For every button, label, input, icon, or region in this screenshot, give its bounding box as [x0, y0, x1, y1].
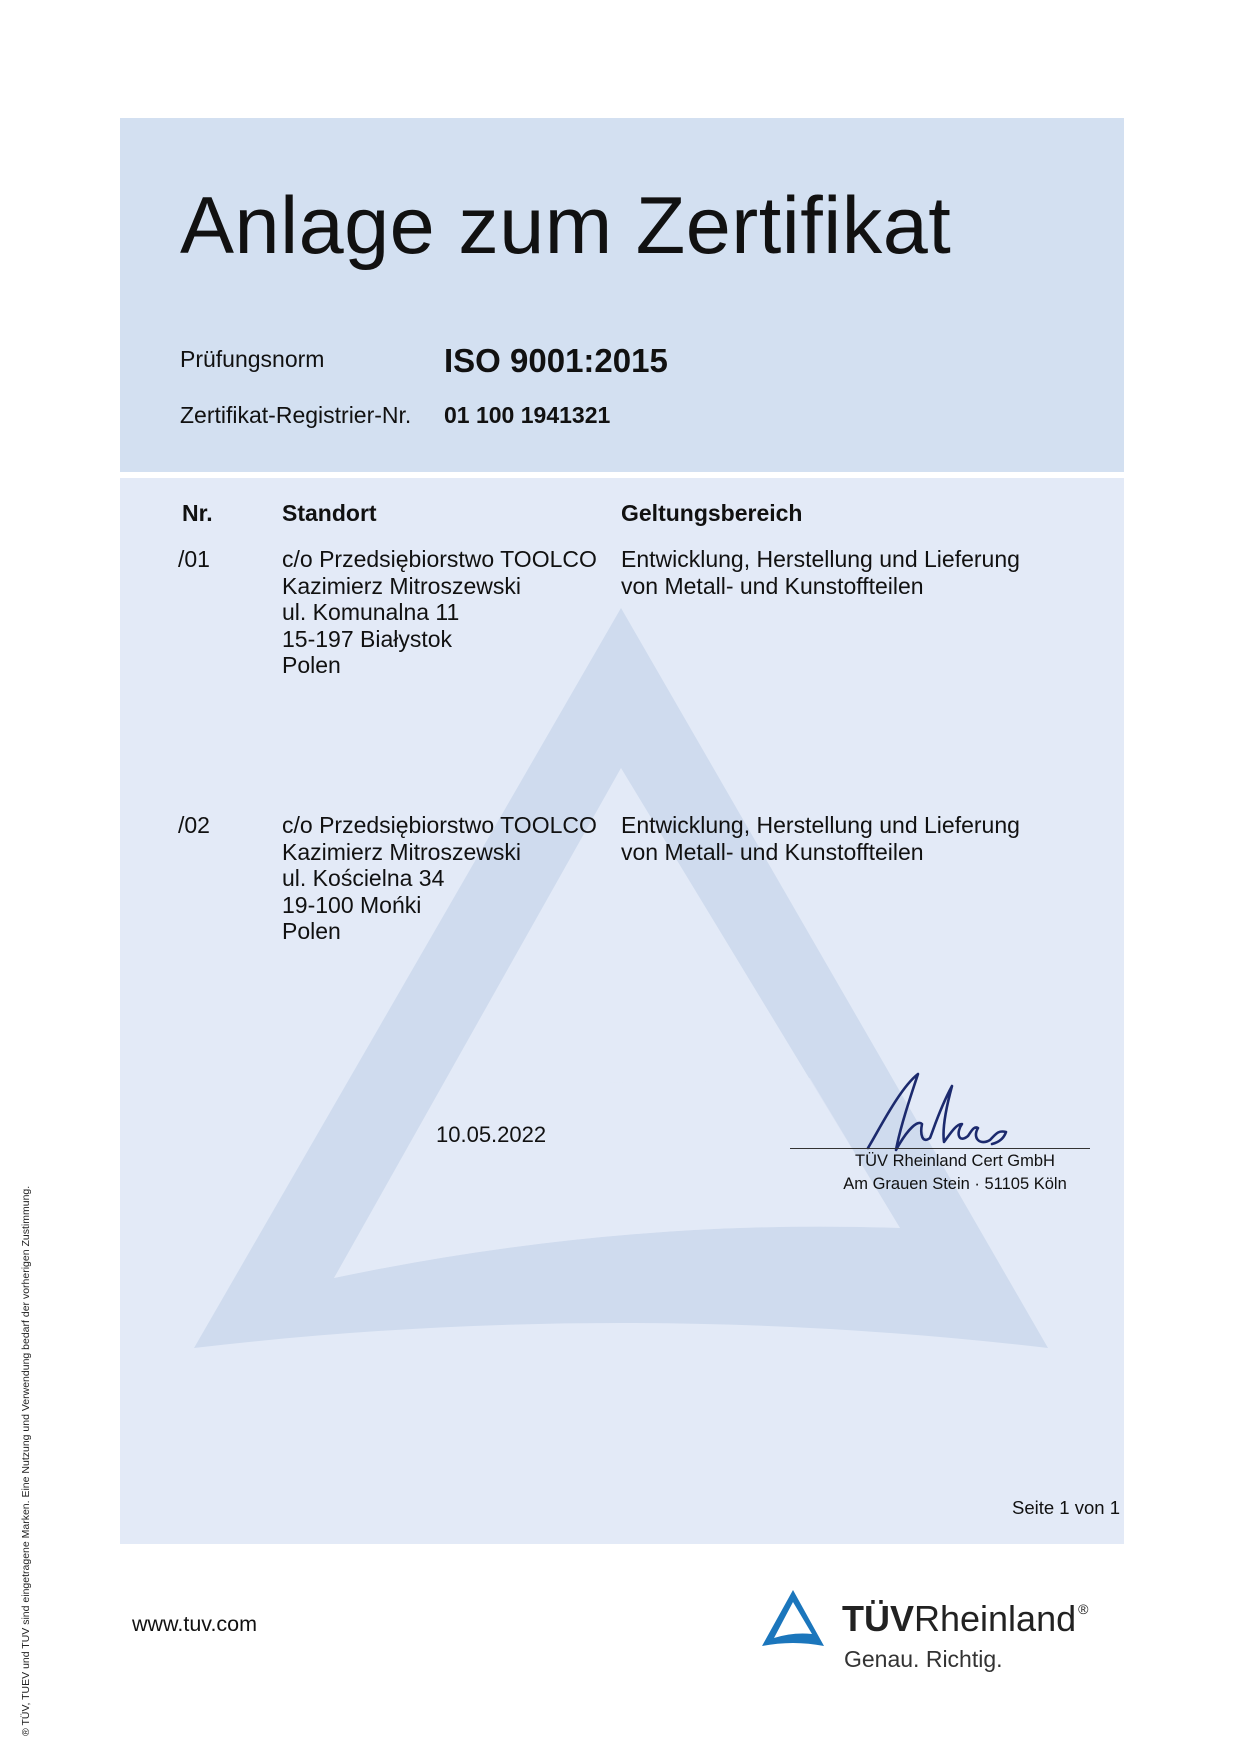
- signature-company: TÜV Rheinland Cert GmbH: [855, 1152, 1055, 1170]
- column-header-nr: Nr.: [182, 500, 213, 526]
- brand-name: [842, 1598, 1088, 1640]
- entry-number: /01: [178, 546, 210, 572]
- tuv-triangle-watermark-icon: [120, 478, 1124, 1544]
- scope-line: Entwicklung, Herstellung und Lieferung: [621, 812, 1020, 838]
- entry-scope: [621, 546, 1020, 599]
- registration-label: Zertifikat-Registrier-Nr.: [180, 402, 412, 428]
- certificate-body: [120, 478, 1124, 1544]
- signature-line: [790, 1148, 1090, 1149]
- norm-value: ISO 9001:2015: [444, 342, 668, 379]
- address-line: Polen: [282, 918, 341, 944]
- page-number: Seite 1 von 1: [1012, 1497, 1120, 1518]
- address-line: c/o Przedsiębiorstwo TOOLCO: [282, 812, 597, 838]
- tuv-triangle-logo-icon: [758, 1586, 828, 1650]
- brand-bold: TÜV: [842, 1598, 914, 1639]
- scope-line: von Metall- und Kunstoffteilen: [621, 838, 924, 865]
- signature-address: Am Grauen Stein · 51105 Köln: [843, 1175, 1067, 1193]
- address-line: 19-100 Mońki: [282, 891, 422, 918]
- address-line: Kazimierz Mitroszewski: [282, 572, 521, 599]
- registration-value: 01 100 1941321: [444, 402, 611, 428]
- address-line: c/o Przedsiębiorstwo TOOLCO: [282, 546, 597, 572]
- scope-line: Entwicklung, Herstellung und Lieferung: [621, 546, 1020, 572]
- registered-mark: ®: [1078, 1601, 1089, 1617]
- brand-slogan: Genau. Richtig.: [844, 1646, 1003, 1672]
- address-line: ul. Kościelna 34: [282, 865, 445, 891]
- page-title: Anlage zum Zertifikat: [180, 181, 952, 271]
- tuv-logo: [758, 1586, 1098, 1676]
- address-line: ul. Komunalna 11: [282, 599, 460, 625]
- entry-scope: [621, 812, 1020, 865]
- norm-label: Prüfungsnorm: [180, 346, 325, 372]
- address-line: 15-197 Białystok: [282, 625, 453, 652]
- website-link[interactable]: www.tuv.com: [132, 1612, 258, 1636]
- entry-address: [282, 812, 597, 945]
- entry-number: /02: [178, 812, 210, 838]
- column-header-standort: Standort: [282, 500, 377, 526]
- trademark-note: ® TÜV, TUEV und TUV sind eingetragene Marken. Eine Nutzung und Verwendung bedarf der vorherigen Zustimmung.: [20, 1185, 32, 1736]
- address-line: Kazimierz Mitroszewski: [282, 838, 521, 865]
- address-line: Polen: [282, 652, 341, 678]
- entry-address: [282, 546, 597, 679]
- issue-date: 10.05.2022: [436, 1122, 547, 1147]
- header-band: [120, 118, 1124, 472]
- column-header-geltungsbereich: Geltungsbereich: [621, 500, 803, 526]
- signature-icon: [860, 1068, 1020, 1158]
- brand-regular: Rheinland: [914, 1598, 1077, 1639]
- scope-line: von Metall- und Kunstoffteilen: [621, 572, 924, 599]
